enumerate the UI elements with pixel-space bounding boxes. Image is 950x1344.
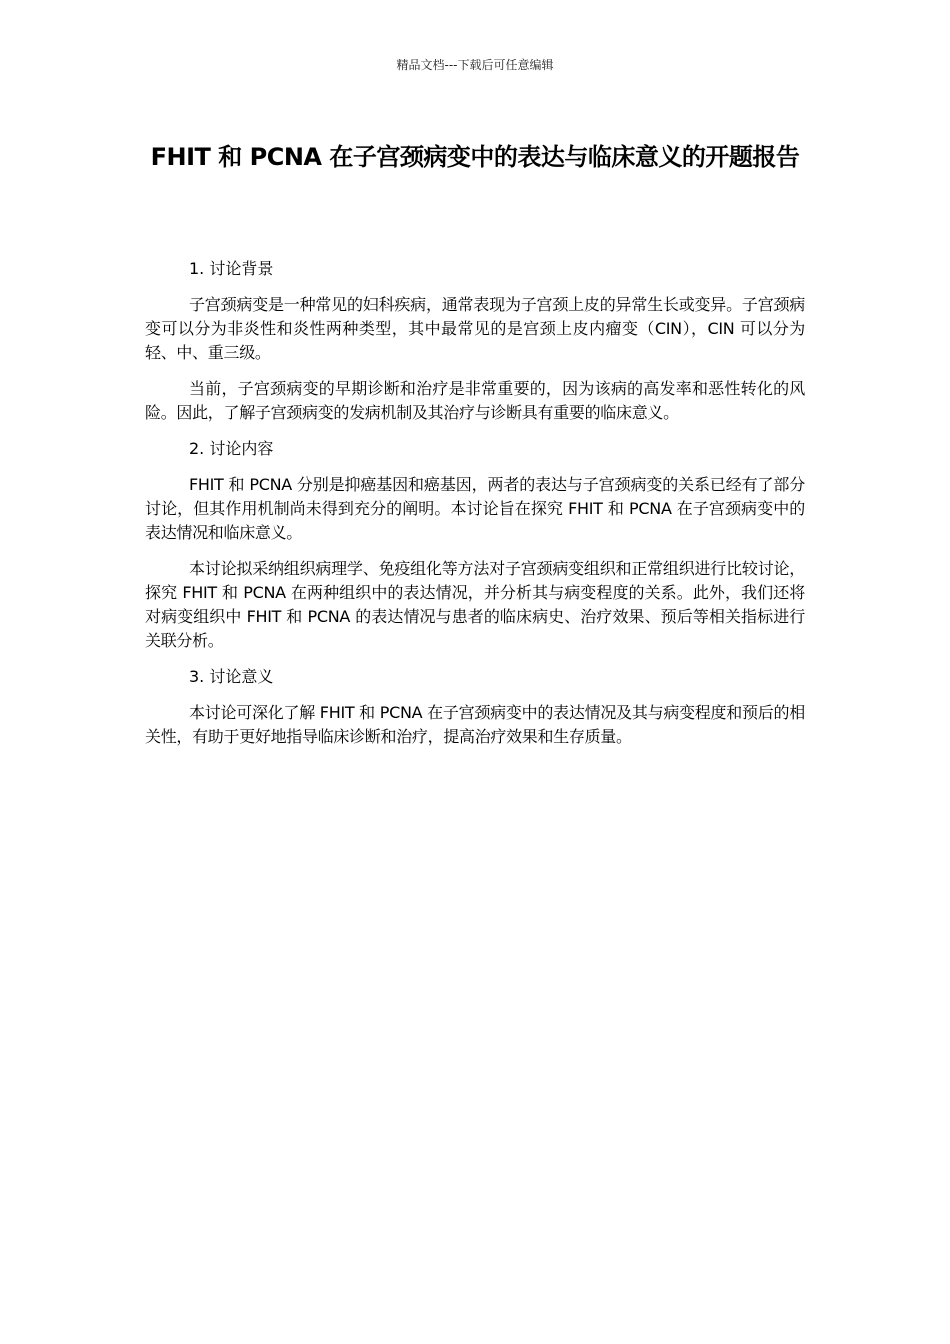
section-heading: 3. 讨论意义: [189, 667, 274, 686]
paragraph: FHIT 和 PCNA 分别是抑癌基因和癌基因，两者的表达与子宫颈病变的关系已经有了部分讨论，但其作用机制尚未得到充分的阐明。本讨论旨在探究 FHIT 和 PCNA 在子宫颈病变中的表达情况和临床意义。: [145, 475, 805, 542]
section-significance: [145, 665, 805, 749]
section-background: [145, 257, 805, 425]
header-note: 精品文档---下载后可任意编辑: [396, 58, 554, 72]
section-heading: 1. 讨论背景: [189, 259, 274, 278]
document-title: FHIT 和 PCNA 在子宫颈病变中的表达与临床意义的开题报告: [150, 143, 800, 171]
section-content: [145, 437, 805, 653]
paragraph: 当前，子宫颈病变的早期诊断和治疗是非常重要的，因为该病的高发率和恶性转化的风险。因此，了解子宫颈病变的发病机制及其治疗与诊断具有重要的临床意义。: [145, 379, 805, 422]
paragraph: 本讨论可深化了解 FHIT 和 PCNA 在子宫颈病变中的表达情况及其与病变程度和预后的相关性，有助于更好地指导临床诊断和治疗，提高治疗效果和生存质量。: [145, 703, 805, 746]
section-heading: 2. 讨论内容: [189, 439, 274, 458]
document-body: [145, 257, 805, 761]
paragraph: 本讨论拟采纳组织病理学、免疫组化等方法对子宫颈病变组织和正常组织进行比较讨论，探究 FHIT 和 PCNA 在两种组织中的表达情况，并分析其与病变程度的关系。此外，我们还将对病变组织中 FHIT 和 PCNA 的表达情况与患者的临床病史、治疗效果、预后等相关指标进行关联分析。: [145, 559, 805, 650]
paragraph: 子宫颈病变是一种常见的妇科疾病，通常表现为子宫颈上皮的异常生长或变异。子宫颈病变可以分为非炎性和炎性两种类型，其中最常见的是宫颈上皮内瘤变（CIN），CIN 可以分为轻、中、重三级。: [145, 295, 805, 362]
